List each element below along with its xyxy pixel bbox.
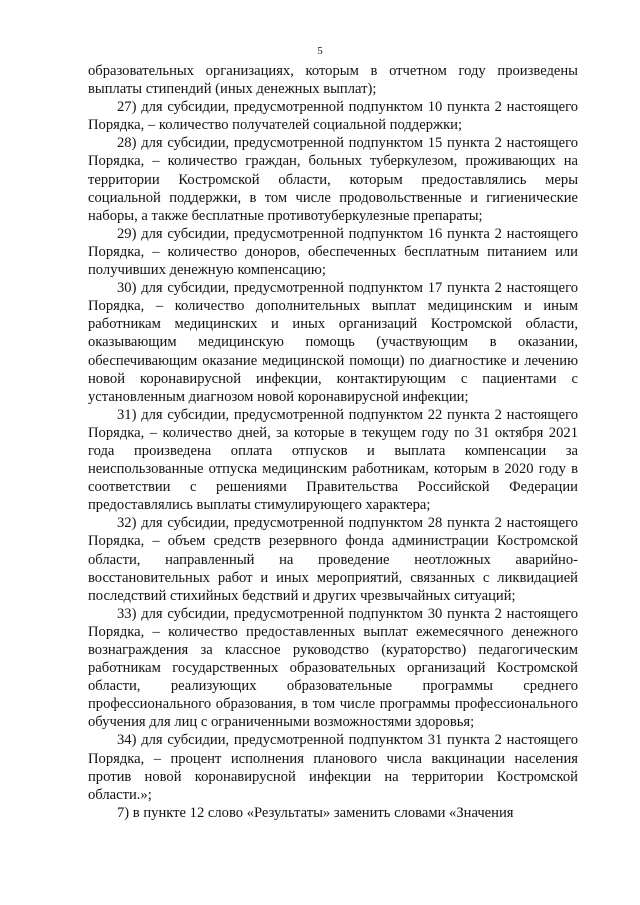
page-number: 5: [317, 45, 323, 57]
paragraph-item-33: 33) для субсидии, предусмотренной подпунктом 30 пункта 2 настоящего Порядка, – количество предоставленных выплат ежемесячного денежного вознаграждения за классное руководство (кураторство) педагогическим работникам государственных образовательных организаций Костромской области, реализующих образовательные программы среднего профессионального образования, в том числе программы профессионального обучения для лиц с ограниченными возможностями здоровья;: [88, 605, 578, 731]
paragraph-item-7-amendment: 7) в пункте 12 слово «Результаты» заменить словами «Значения: [117, 804, 514, 821]
paragraph-item-30: 30) для субсидии, предусмотренной подпунктом 17 пункта 2 настоящего Порядка, – количество дополнительных выплат медицинским и иным работникам медицинских и иных организаций Костромской области, оказывающим медицинскую помощь (участвующим в оказании, обеспечивающим оказание медицинской помощи) по диагностике и лечению новой коронавирусной инфекции, контактирующим с пациентами с установленным диагнозом новой коронавирусной инфекции;: [88, 280, 578, 405]
paragraph-item-31: 31) для субсидии, предусмотренной подпунктом 22 пункта 2 настоящего Порядка, – количество дней, за которые в текущем году по 31 октября 2021 года произведена оплата отпусков и выплата компенсации за неиспользованные отпуска медицинским работникам, которым в 2020 году в соответствии с решениями Правительства Российской Федерации предоставлялись выплаты стимулирующего характера;: [88, 406, 578, 514]
paragraph-continuation: образовательных организациях, которым в отчетном году произведены выплаты стипендий (иных денежных выплат);: [88, 63, 578, 98]
paragraph-item-29: 29) для субсидии, предусмотренной подпунктом 16 пункта 2 настоящего Порядка, – количество доноров, обеспеченных бесплатным питанием или получивших денежную компенсацию;: [88, 225, 578, 279]
document-body: [88, 62, 578, 822]
paragraph-item-34: 34) для субсидии, предусмотренной подпунктом 31 пункта 2 настоящего Порядка, – процент исполнения планового числа вакцинации населения против новой коронавирусной инфекции на территории Костромской области.»;: [88, 732, 578, 803]
paragraph-item-27: 27) для субсидии, предусмотренной подпунктом 10 пункта 2 настоящего Порядка, – количество получателей социальной поддержки;: [88, 99, 578, 134]
paragraph-item-28: 28) для субсидии, предусмотренной подпунктом 15 пункта 2 настоящего Порядка, – количество граждан, больных туберкулезом, проживающих на территории Костромской области, которым предоставлялись меры социальной поддержки, в том числе продовольственные и гигиенические наборы, а также бесплатные противотуберкулезные препараты;: [88, 135, 578, 224]
paragraph-item-32: 32) для субсидии, предусмотренной подпунктом 28 пункта 2 настоящего Порядка, – объем средств резервного фонда администрации Костромской области, направленный на проведение неотложных аварийно-восстановительных работ и иных мероприятий, связанных с ликвидацией последствий стихийных бедствий и других чрезвычайных ситуаций;: [88, 515, 578, 604]
